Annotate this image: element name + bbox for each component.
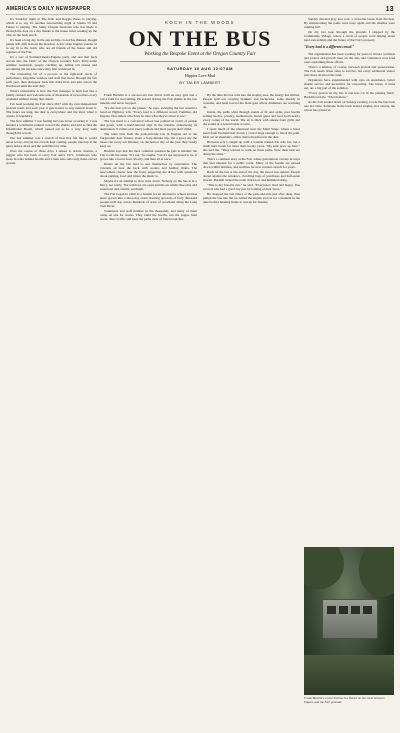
paragraph: He dropped the last riders at the park-and-ride just after dusk, then pulled the bus into the lot, killed the engine and sat for a moment in the quiet before heading home to rest up for Sunday. <box>203 192 300 205</box>
photo-caption: Frank Bucklin's converted bus is a fixture on the route between Eugene and the Fair grounds. <box>304 696 385 704</box>
article-deck: Working the Bespoke Event at the Oregon Country Fair <box>144 52 256 57</box>
paragraph: Riders on the bus tend to sort themselves by experience. The veterans sit near the back with coolers and folding chairs. The newcomers cluster near the front, peppering the driver with questions about parking, food and where the music is. <box>100 162 197 179</box>
paragraph: There's a tension, of course, between growth and preservation. The Fair needs ticket sales to survive, but every additional visitor puts more strain on the land. <box>304 64 395 77</box>
paragraph: The organization has been working for years to restore wetlands and protect old-growth trees on the site, and volunteers now lead tours explaining those efforts. <box>304 51 395 64</box>
column-4 <box>304 18 395 543</box>
pull-quote: "Every load is a different crowd." <box>304 44 355 49</box>
paragraph: That's a common story at the Fair, where generations overlap in ways that feel unusual for a public event. Many of the booths are passed down within families, and waitlists for new vendors stretch for years. <box>203 157 300 169</box>
column-3 <box>203 94 300 726</box>
bus-photo <box>304 547 394 695</box>
paragraph: Frank Bucklin is a six-foot-six bus driver with an easy grin and a voice built for storytelling. He started driving the Fair shuttle in the late nineties and never stopped. <box>100 94 197 105</box>
paragraph: Volunteers and staff number in the thousands, and many of them camp on site for weeks. They build the booths, run the stages, haul water, direct traffic and keep the paths clear of fallen branches. <box>100 209 197 222</box>
paragraph: Over the course of three days, I talked to artists, healers, a juggler who has been at every Fair since 1971, volunteers who sleep in tents behind booths and a man who sells only hand-carved spoons. <box>6 149 97 165</box>
paragraph: Our last summer was a stretch of heat that felt like it would never let up, and yet the crowds kept coming, people lined up at the gates before dawn and the path filled by nine. <box>6 136 97 148</box>
divider <box>120 61 280 62</box>
paragraph: The Fair began in 1969 as a benefit for an alternative school and has since grown into a three-day event drawing upwards of forty thousand people each day across hundreds of acres of woodland along the Long Tom River. <box>100 192 197 209</box>
paragraph: "It's the best job on the planet," he says, swinging the bus around a bend on Highway 126. "Every load is a different crowd. Families, old hippies, first-timers who have no idea what they're about to see." <box>100 106 197 118</box>
paragraph: On my last loop through the grounds I stopped by the Community Village, where a circle of people were talking about land stewardship and the future of the Fair's property. <box>304 30 395 42</box>
article-byline: BY TALER LAMBERT <box>179 81 221 85</box>
paragraph: The route runs from the park-and-ride lots in Eugene out to the fairgrounds near Veneta, about a forty-minute trip. On a good day the buses run every ten minutes; on the hottest day of the year they barely keep up. <box>100 132 197 148</box>
paragraph: "This is my favorite run," he said. "Everyone's tired and happy. You can tell who had a good day just by looking at their faces." <box>203 183 300 192</box>
ground-shape <box>304 655 394 695</box>
article-venue: Hippies Love Mud <box>184 73 216 78</box>
section-name: AMERICA'S DAILY NEWSPAPER <box>6 6 91 12</box>
paragraph: Maybe it's an attempt to slow time down. Nobody on the bus is in a hurry, not really. The windows are open and the air smells like pine and sunscreen and, faintly, patchouli. <box>100 179 197 192</box>
paragraph: Sunday dawned gray and cool, a welcome break from the heat. By mid-morning the paths were busy again and the shuttles were running full. <box>304 18 395 29</box>
bus-window <box>327 606 336 614</box>
tree-shape <box>304 547 344 589</box>
bus-window <box>339 606 348 614</box>
paragraph: Organizers have experimented with caps on attendance, better shuttle service and incentives for carpooling. The buses, it turns out, are a big part of the solution. <box>304 77 395 90</box>
article-kicker: KOCH IN THE WOODS <box>165 20 235 25</box>
paragraph: Bucklin says that the most common question he gets is whether the Fair is still the same. "It's not," he laughs, "but it's not supposed to be. It grows like a forest does. Slowly, and then all at once." <box>100 149 197 162</box>
column-1 <box>6 18 97 726</box>
article-dateline: SATURDAY 10 AUG 12:07AM <box>167 66 233 71</box>
paragraph: By the time the bus rolls into the staging area, the energy has shifted. People spill out carrying blankets and backpacks, some already in costume, and head toward the main gate where drummers are warming up. <box>203 94 300 109</box>
tree-shape <box>359 547 394 597</box>
page-number: 13 <box>385 5 394 13</box>
paragraph: It's Saturday night at The Kiln and Reggie Bates is playing, which is to say it's another late-burning night at Studio 53 and Future is playing. The funky Oregon musician who has made it through the door on a day thanks to the house band, soaking up the vibe on the back porch. <box>6 18 97 37</box>
feature-article <box>100 18 300 726</box>
paragraph: Between acts I caught up with a woman named Iris who has run a small herb booth for more than twenty years. "My kids grew up here," she told me. "They learned to walk on these paths. Now their kids are doing the same." <box>203 140 300 156</box>
paragraph: The bus itself is a converted school bus painted in swirls of purple and green, with a hand-lettered sign in the window announcing its destination. It rattles over every pothole and most people don't mind. <box>100 119 197 131</box>
paragraph: It's a sort of Portland-meets-Eugene party, and one that feels woven into the fabric of the Oregon Country Fair's thirty-some summer weekends, people catching up, telling old stories and recounting the decades since they first wandered in. <box>6 54 97 71</box>
paragraph: It's been a long day in the sun and the crowd has thinned, though plenty still drift in from the meadow. A few older hippies wander in to say hi to the band, who are all friends of the house and old regulars of the Fair. <box>6 37 97 54</box>
paragraph: I spent much of the afternoon near the Main Stage, where a brass band from Portland had drawn a crowd large enough to block the path. Kids sat on shoulders, elders danced barefoot in the dust. <box>203 127 300 139</box>
paragraph: What's remarkable is how the Fair manages to both feel like a family reunion and welcome tens of thousands of newcomers every weekend without losing that charm. <box>6 88 97 101</box>
paragraph: Back on the bus at the end of the day, the mood was quieter. People dozed against the windows, clutching bags of purchases and half-eaten snacks. Bucklin turned the radio down low and hummed along. <box>203 170 300 182</box>
bus-window <box>363 606 372 614</box>
bus-shape <box>322 599 378 639</box>
paragraph: The interesting bit of a process is the tight-knit circle of performers, long-time vendors and staff that move through the fair each year, then disappear back into daily lives and jobs across the Northwest until the next July. <box>6 71 97 88</box>
paragraph: "Every person on my bus is one less car in the parking field," Bucklin told me. "That matters." <box>304 91 395 99</box>
bus-window <box>351 606 360 614</box>
paragraph: The first summer I was feeling nervous about covering it. I was handed a wristband, pointed toward the shuttle and told to find the Information Booth, which turned out to be a very long walk through the woods. <box>6 119 97 135</box>
article-headline: ON THE BUS <box>128 26 272 51</box>
paragraph: As the Fair wound down on Sunday evening, I rode the bus back one last time. Someone in the back started singing and, slowly, the whole bus joined in. <box>304 100 395 112</box>
column-2 <box>100 94 197 726</box>
page-header <box>6 4 394 15</box>
paragraph: I've been working the Fair since 2017 with my own independent podcast team, and each year it gets harder to stay neutral about it. The hours are long, the dust is everywhere and the mud, when it comes, is legendary. <box>6 102 97 118</box>
paragraph: Inside, the paths wind through stands of fir and cedar, past booths selling tie-dye, jewelry, leatherwork, blown glass and food from nearly every corner of the world. The air is thick with smoke from grills and the sound of a dozen bands at once. <box>203 110 300 126</box>
